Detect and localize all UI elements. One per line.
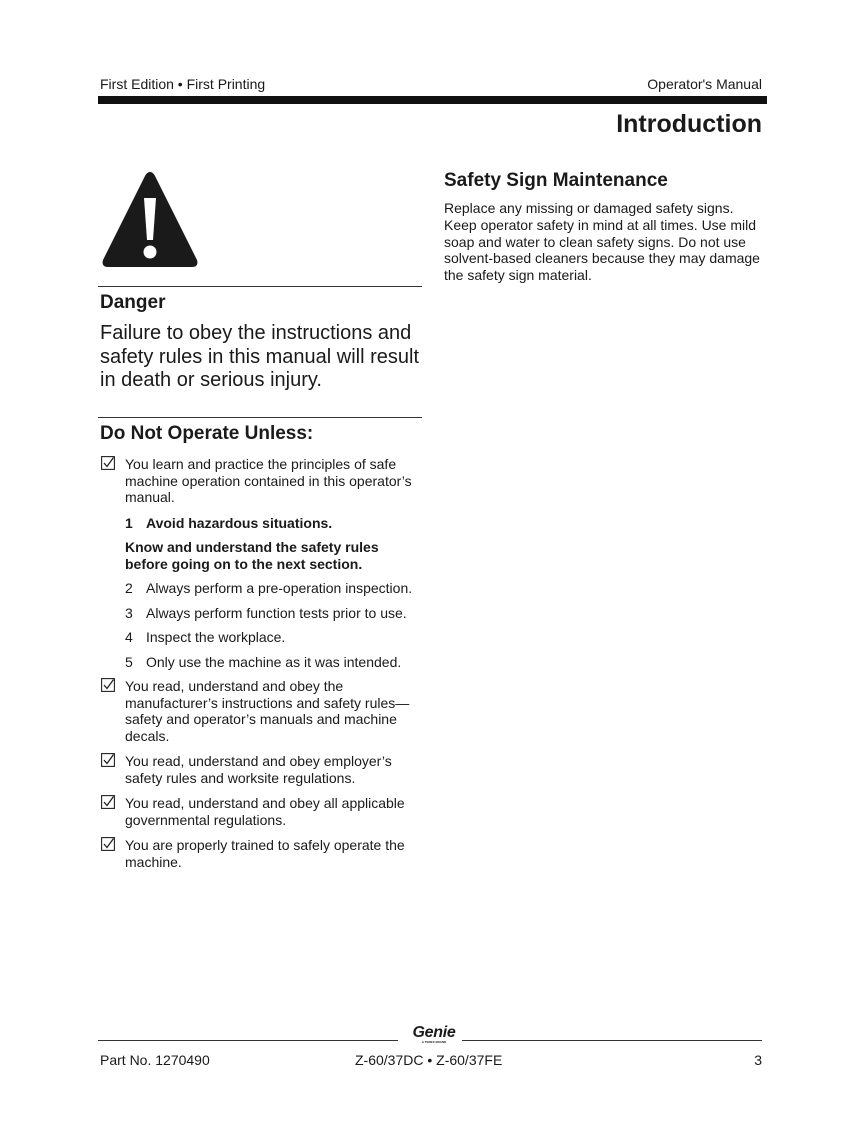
danger-top-rule: [98, 286, 422, 287]
logo-text: Genie: [412, 1024, 456, 1041]
do-not-operate-list: [100, 456, 422, 879]
danger-heading: Danger: [100, 292, 166, 313]
safety-sign-heading: Safety Sign Maintenance: [444, 170, 668, 191]
checkbox-checked-icon: [101, 795, 115, 809]
safety-sign-section: [444, 170, 768, 284]
step-number: 3: [125, 604, 133, 621]
danger-text: Failure to obey the instructions and safety rules in this manual will result in death or serious injury.: [100, 322, 420, 391]
logo-tagline: A TEREX BRAND: [421, 1040, 447, 1044]
step-item: [125, 515, 422, 532]
list-item: [100, 837, 422, 870]
step-list: [100, 515, 422, 671]
step-item: [125, 654, 422, 671]
step-item: [125, 629, 422, 646]
checkbox-checked-icon: [101, 678, 115, 692]
safety-rules-note: Know and understand the safety rules before going on to the next section.: [125, 539, 379, 572]
list-item: [100, 753, 422, 786]
step-number: 4: [125, 629, 133, 645]
list-item-text: You read, understand and obey the manufacturer’s instructions and safety rules—safety and operator’s manuals and machine decals.: [125, 678, 410, 744]
list-item-text: You read, understand and obey all applicable governmental regulations.: [125, 795, 405, 828]
footer-rule-right: [462, 1040, 762, 1041]
checkbox-checked-icon: [101, 753, 115, 767]
step-number: 1: [125, 514, 133, 531]
step-text: Avoid hazardous situations.: [146, 514, 333, 531]
header-manual-title: Operator's Manual: [647, 76, 762, 92]
list-item: [100, 456, 422, 506]
step-number: 5: [125, 653, 133, 670]
step-item: [125, 605, 422, 622]
list-item: [100, 678, 422, 744]
list-item-text: You read, understand and obey employer’s safety rules and worksite regulations.: [125, 753, 392, 786]
header-rule: [98, 96, 767, 104]
do-not-operate-heading: Do Not Operate Unless:: [100, 423, 314, 444]
list-item-text: You are properly trained to safely operate the machine.: [125, 837, 405, 870]
section-title: Introduction: [616, 110, 762, 138]
step-item: [125, 580, 422, 597]
section-rule: [98, 417, 422, 418]
step-text: Only use the machine as it was intended.: [146, 653, 402, 670]
footer-rule-left: [98, 1040, 398, 1041]
step-text: Always perform a pre-operation inspection.: [146, 580, 413, 596]
header-edition: First Edition • First Printing: [100, 76, 266, 92]
page-number: 3: [754, 1052, 762, 1068]
checkbox-checked-icon: [101, 456, 115, 470]
warning-triangle-icon: [100, 168, 200, 270]
step-text: Inspect the workplace.: [146, 629, 286, 645]
list-item-text: You learn and practice the principles of safe machine operation contained in this operator’s manual.: [125, 456, 412, 505]
safety-sign-text: Replace any missing or damaged safety signs. Keep operator safety in mind at all times. Use mild soap and water to clean safety signs. Do not use solvent-based cleaners because they may damage the safety sign material.: [444, 200, 760, 284]
model-number: Z-60/37DC • Z-60/37FE: [355, 1052, 503, 1068]
step-text: Always perform function tests prior to use.: [146, 604, 407, 621]
genie-logo: [404, 1024, 464, 1044]
checkbox-checked-icon: [101, 837, 115, 851]
part-number: Part No. 1270490: [100, 1052, 210, 1068]
list-item: [100, 795, 422, 828]
step-number: 2: [125, 580, 133, 596]
